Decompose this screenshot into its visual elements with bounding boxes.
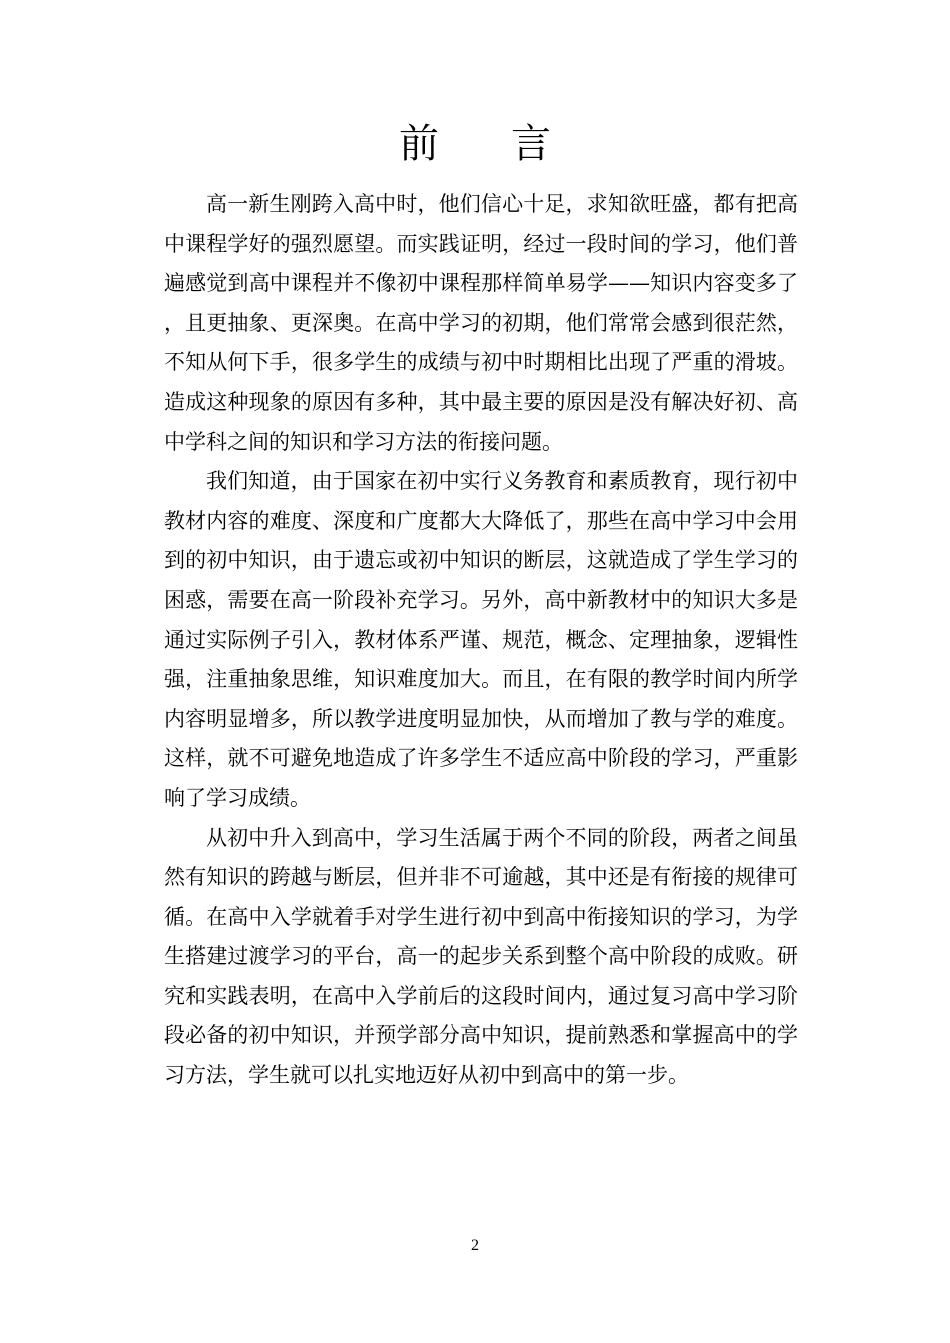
page-title: 前言 (399, 121, 623, 167)
paragraph-2: 我们知道，由于国家在初中实行义务教育和素质教育，现行初中教材内容的难度、深度和广度都大大降低了，那些在高中学习中会用到的初中知识，由于遗忘或初中知识的断层，这就造成了学生学习的困惑，需要在高一阶段补充学习。另外，高中新教材中的知识大多是通过实际例子引入，教材体系严谨、规范，概念、定理抽象，逻辑性强，注重抽象思维，知识难度加大。而且，在有限的教学时间内所学内容明显增多，所以教学进度明显加快，从而增加了教与学的难度。这样，就不可避免地造成了许多学生不适应高中阶段的学习，严重影响了学习成绩。 (164, 469, 798, 810)
page-number: 2 (471, 1237, 479, 1254)
paragraph-1: 高一新生刚跨入高中时，他们信心十足，求知欲旺盛，都有把高中课程学好的强烈愿望。而实践证明，经过一段时间的学习，他们普遍感觉到高中课程并不像初中课程那样简单易学——知识内容变多了，且更抽象、更深奥。在高中学习的初期，他们常常会感到很茫然，不知从何下手，很多学生的成绩与初中时期相比出现了严重的滑坡。造成这种现象的原因有多种，其中最主要的原因是没有解决好初、高中学科之间的知识和学习方法的衔接问题。 (164, 192, 798, 454)
paragraph-3: 从初中升入到高中，学习生活属于两个不同的阶段，两者之间虽然有知识的跨越与断层，但并非不可逾越，其中还是有衔接的规律可循。在高中入学就着手对学生进行初中到高中衔接知识的学习，为学生搭建过渡学习的平台，高一的起步关系到整个高中阶段的成败。研究和实践表明，在高中入学前后的这段时间内，通过复习高中学习阶段必备的初中知识，并预学部分高中知识，提前熟悉和掌握高中的学习方法，学生就可以扎实地迈好从初中到高中的第一步。 (164, 825, 798, 1088)
document-body (164, 185, 798, 1096)
